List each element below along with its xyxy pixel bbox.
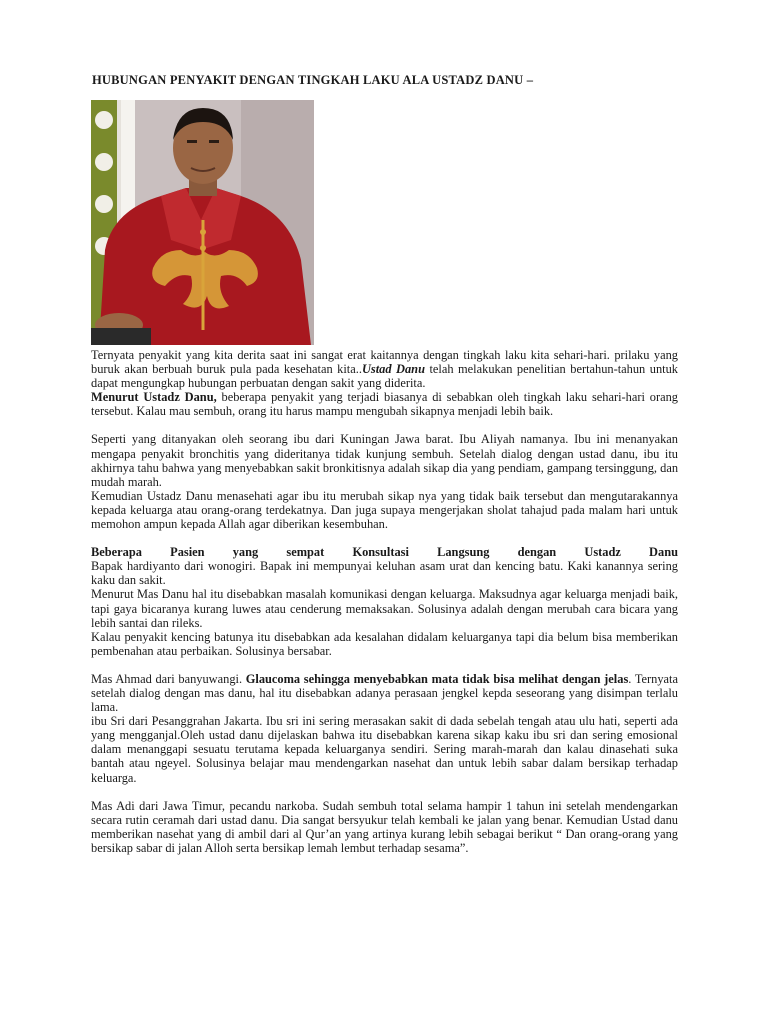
text: telah melakukan penelitian bertahun-tahun untuk dapat mengungkap hubungan perbuatan dengan sakit yang diderita. [91,362,678,391]
paragraph-advice: Kemudian Ustadz Danu menasehati agar ibu itu merubah sikap nya yang tidak baik tersebut dan mengutarakannya kepada keluarga atau orang-orang terdekatnya. Dan juga supaya mengerjakan sholat tahajud pada malam hari untuk memohon ampun kepada Allah agar diberikan kesembuhan. [91,488,678,532]
emphasis-name: Ustad Danu [361,362,425,377]
section-heading: Beberapa Pasien yang sempat Konsultasi Langsung dengan Ustadz Danu [91,545,678,560]
paragraph-adi: Mas Adi dari Jawa Timur, pecandu narkoba. Sudah sembuh total selama hampir 1 tahun ini setelah mendengarkan secara rutin ceramah dari ustad danu. Dia sangat bersyukur telah kembali ke jalan yang benar. Kemudian Ustad danu memberikan nasehat yang di ambil dari al Qur’an yang artinya kurang lebih sebagai berikut “ Dan orang-orang yang bersikap sabar di jalan Alloh serta bersikap lemah lembut terhadap sesama”. [91,798,678,855]
paragraph-intro [91,348,678,390]
article-title: HUBUNGAN PENYAKIT DENGAN TINGKAH LAKU ALA USTADZ DANU – [92,73,534,87]
text: beberapa penyakit yang terjadi biasanya di sebabkan oleh tingkah laku sehari-hari orang tersebut. Kalau mau sembuh, orang itu harus mampu mengubah sikapnya menjadi lebih baik. [91,390,678,419]
text: Ternyata penyakit yang kita derita saat ini sangat erat kaitannya dengan tingkah laku kita sehari-hari. prilaku yang buruk akan berbuah buruk pula pada kesehatan kita.. [91,348,678,377]
paragraph-menurut [91,390,678,418]
paragraph-sri: ibu Sri dari Pesanggrahan Jakarta. Ibu sri ini sering merasakan sakit di dada sebelah tengah atau ulu hati, seperti ada yang mengganjal.Oleh ustad danu dijelaskan bahwa itu disebabkan karena sikap kaku ibu sri dan sering emosional dalam menanggapi sesuatu terutama kepada keluarganya sendiri. Sering marah-marah dan kalau dinasehati suka bantah atau ngeyel. Solusinya belajar mau mendengarkan nasehat dan untuk lebih sabar dalam bersikap terhadap keluarga. [91,714,678,785]
paragraph-ahmad [91,672,678,714]
paragraph-hardiyanto: Bapak hardiyanto dari wonogiri. Bapak ini mempunyai keluhan asam urat dan kencing batu. Kaki kanannya sering kaku dan sakit. [91,559,678,588]
text: Mas Ahmad dari banyuwangi. [91,671,246,686]
portrait-photo [91,100,314,345]
paragraph-komunikasi: Menurut Mas Danu hal itu disebabkan masalah komunikasi dengan keluarga. Maksudnya agar keluarga menjadi baik, tapi gaya bicaranya kurang luwes atau cenderung memaksakan. Solusinya adalah dengan merubah cara bicara yang lebih santai dan rileks. [91,587,678,630]
portrait-photo-icon [91,100,314,345]
emphasis-condition: Glaucoma sehingga menyebabkan mata tidak bisa melihat dengan jelas [245,671,629,686]
paragraph-aliyah: Seperti yang ditanyakan oleh seorang ibu dari Kuningan Jawa barat. Ibu Aliyah namanya. Ibu ini menanyakan mengapa penyakit bronchitis yang dideritanya tidak kunjung sembuh. Setelah dialog dengan ustad danu, ibu itu akhirnya tahu bahwa yang menyebabkan sakit bronkitisnya adalah sikap dia yang pendiam, gampang tersinggung, dan mudah marah. [91,432,679,489]
emphasis-name: Menurut Ustadz Danu, [91,390,217,405]
paragraph-kencing-batu: Kalau penyakit kencing batunya itu disebabkan ada kesalahan didalam keluarganya tapi dia belum bisa memberikan pembenahan atau perbaikan. Solusinya bersabar. [91,629,678,658]
article-body [91,348,678,855]
text: . Ternyata setelah dialog dengan mas danu, hal itu disebabkan adanya perasaan jengkel kepda seseorang yang disimpan terlalu lama. [91,671,678,715]
